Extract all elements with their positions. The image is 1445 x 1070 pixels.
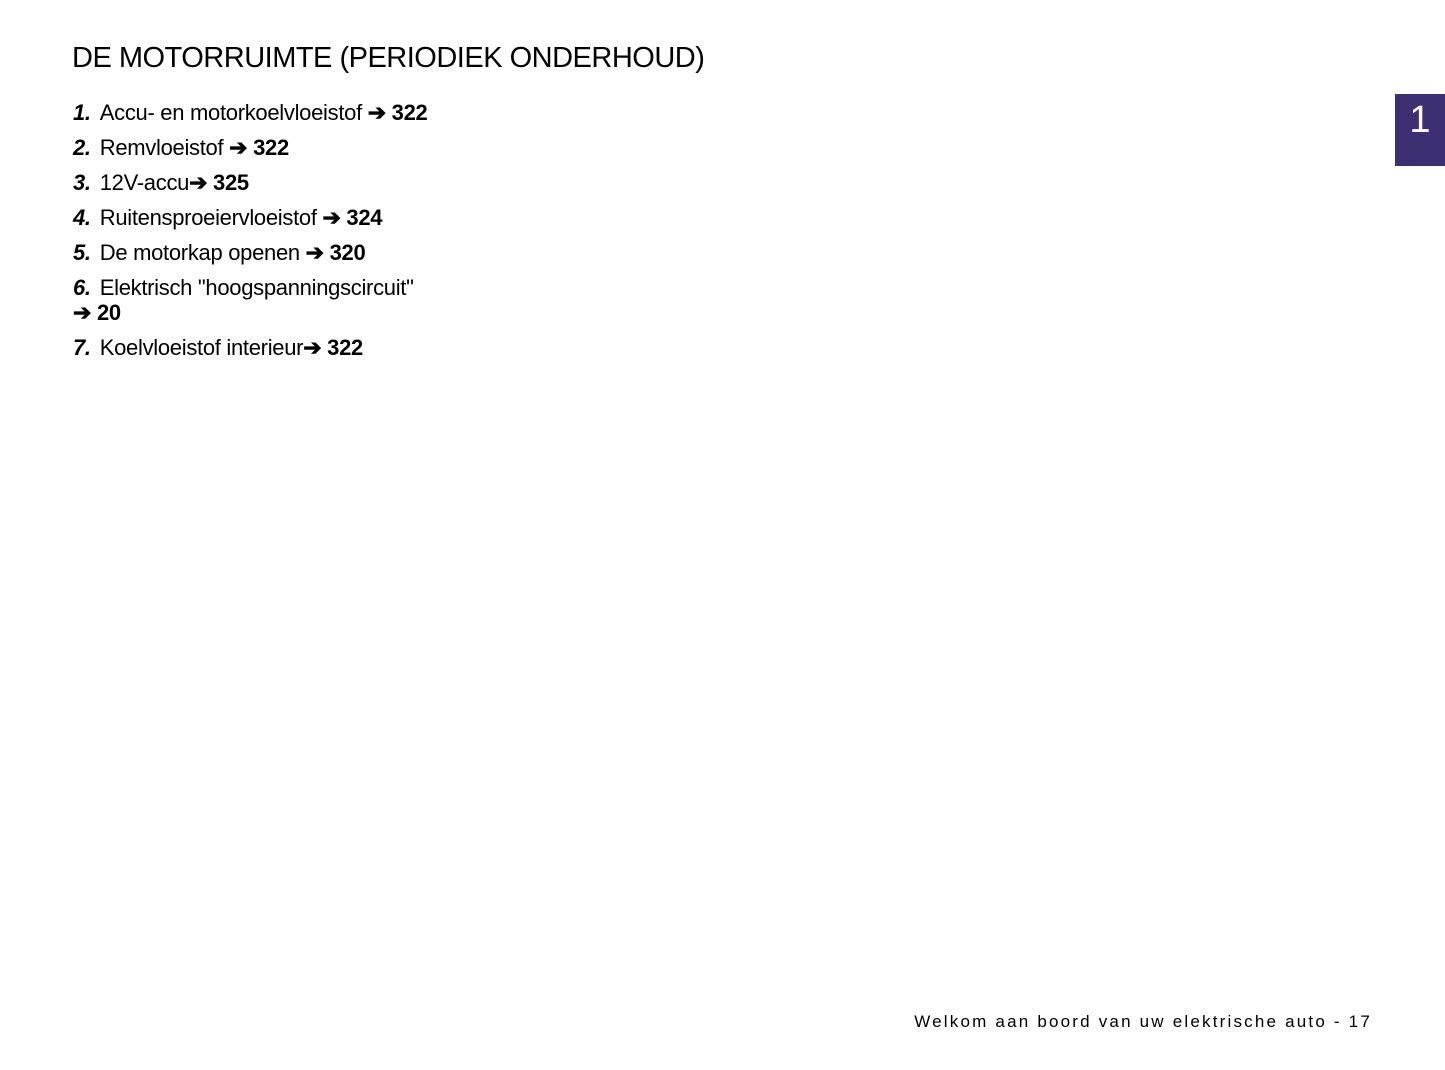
page-reference[interactable]: 20 <box>91 300 121 325</box>
page-reference[interactable]: 322 <box>321 335 363 360</box>
item-number: 1. <box>73 100 91 125</box>
item-number: 4. <box>73 205 91 230</box>
list-item <box>73 135 533 160</box>
arrow-right-icon: ➔ <box>73 300 92 325</box>
item-label: Accu- en motorkoelvloeistof <box>99 100 368 125</box>
page-reference[interactable]: 322 <box>385 100 428 125</box>
list-item <box>73 275 533 325</box>
page-reference[interactable]: 322 <box>247 135 289 160</box>
arrow-right-icon: ➔ <box>303 335 322 360</box>
item-label: Remvloeistof <box>99 135 230 160</box>
page-reference[interactable]: 325 <box>207 170 249 195</box>
item-number: 3. <box>73 170 91 195</box>
item-label: 12V-accu <box>99 170 190 195</box>
chapter-tab[interactable]: 1 <box>1395 94 1445 166</box>
page-reference[interactable]: 324 <box>340 205 383 230</box>
arrow-right-icon: ➔ <box>322 205 341 230</box>
item-number: 5. <box>73 240 91 265</box>
arrow-right-icon: ➔ <box>305 240 324 265</box>
item-number: 6. <box>73 275 91 300</box>
item-label: Ruitensproeiervloeistof <box>99 205 323 230</box>
list-item <box>73 100 533 125</box>
item-number: 7. <box>73 335 91 360</box>
arrow-right-icon: ➔ <box>189 170 208 195</box>
page-footer: Welkom aan boord van uw elektrische auto - 17 <box>914 1012 1372 1031</box>
item-label: De motorkap openen <box>99 240 306 265</box>
list-item <box>73 205 533 230</box>
arrow-right-icon: ➔ <box>367 100 386 125</box>
maintenance-list <box>73 100 533 370</box>
list-item <box>73 335 533 360</box>
item-label: Koelvloeistof interieur <box>99 335 304 360</box>
page-title: DE MOTORRUIMTE (PERIODIEK ONDERHOUD) <box>72 42 705 74</box>
item-number: 2. <box>73 135 91 160</box>
arrow-right-icon: ➔ <box>229 135 248 160</box>
list-item <box>73 240 533 265</box>
item-label: Elektrisch "hoogspanningscircuit" <box>99 275 414 300</box>
page-reference[interactable]: 320 <box>323 240 366 265</box>
list-item <box>73 170 533 195</box>
